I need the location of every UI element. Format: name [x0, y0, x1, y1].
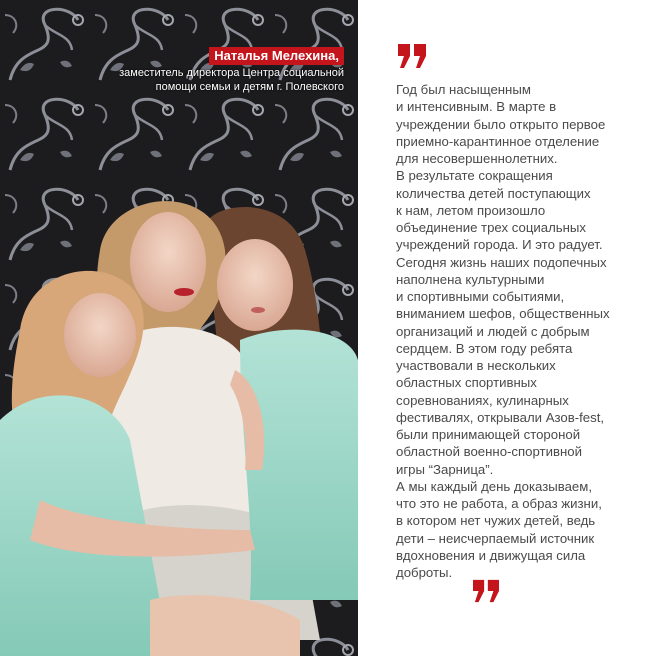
girl-lips: [251, 307, 265, 313]
caption: [119, 47, 344, 94]
mother-face: [130, 212, 206, 312]
quote-text: Год был насыщенным и интенсивным. В марте в учреждении было открыто первое приемно-карантинное отделение для несовершеннолетних. В результате сокращения количества детей поступающих к нам, летом произошло объединение трех социальных учреждений города. И это радует. Сегодня жизнь наших подопечных наполнена культурными и спортивными событиями, вниманием шефов, общественных организаций и людей с добрым сердцем. В этом году ребята участвовали в нескольких областных спортивных соревнованиях, кулинарных фестивалях, открывали Азов-fest, были принимающей стороной областной военно-спортивной игры “Зарница”. А мы каждый день доказываем, что это не работа, а образ жизни, в котором нет чужих детей, ведь дети – неисчерпаемый источник вдохновения и движущая сила доброты.: [396, 82, 610, 580]
quote-open-icon: [396, 42, 428, 70]
mother-lips: [174, 288, 194, 296]
caption-name: Наталья Мелехина,: [209, 47, 344, 65]
girl-left-face: [64, 293, 136, 377]
quote-panel: [358, 0, 656, 656]
caption-role: заместитель директора Центра социальной помощи семьи и детям г. Полевского: [119, 67, 344, 93]
girl-right-face: [217, 239, 293, 331]
quote-close-icon: [470, 578, 502, 604]
